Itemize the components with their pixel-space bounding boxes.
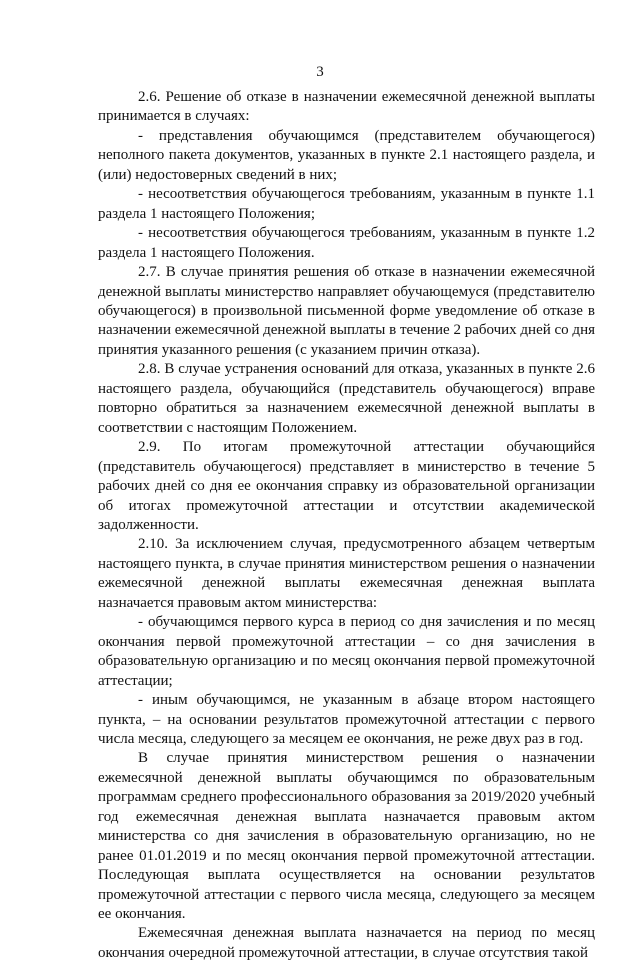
- list-item-requirement-1-2: - несоответствия обучающегося требованиям, указанным в пункте 1.2 раздела 1 настоящего Положения.: [98, 225, 595, 261]
- document-body: [98, 88, 595, 963]
- list-item-first-year-students: - обучающимся первого курса в период со дня зачисления и по месяц окончания первой промежуточной аттестации – со дня зачисления в образовательную организацию и по месяц окончания первой промежуточной аттестации;: [98, 614, 595, 689]
- paragraph-2019-2020: В случае принятия министерством решения о назначении ежемесячной денежной выплаты обучающимся по образовательным программам среднего профессионального образования за 2019/2020 учебный год ежемесячная денежная выплата назначается правовым актом министерства со дня зачисления в образовательную организацию, но не ранее 01.01.2019 и по месяц окончания первой промежуточной аттестации. Последующая выплата осуществляется на основании результатов промежуточной аттестации с первого числа месяца, следующего за месяцем ее окончания.: [98, 750, 595, 923]
- list-item-incomplete-documents: - представления обучающимся (представителем обучающегося) неполного пакета документов, указанных в пункте 2.1 настоящего раздела, и (или) недостоверных сведений в них;: [98, 127, 595, 183]
- page-number: 3: [316, 64, 324, 80]
- paragraph-2-6: 2.6. Решение об отказе в назначении ежемесячной денежной выплаты принимается в случаях:: [98, 89, 595, 125]
- paragraph-period: Ежемесячная денежная выплата назначается на период по месяц окончания очередной промежуточной аттестации, в случае отсутствия такой: [98, 925, 595, 961]
- paragraph-2-9: 2.9. По итогам промежуточной аттестации обучающийся (представитель обучающегося) представляет в министерство в течение 5 рабочих дней со дня ее окончания справку из образовательной организации об итогах промежуточной аттестации и отсутствии академической задолженности.: [98, 439, 595, 533]
- paragraph-2-7: 2.7. В случае принятия решения об отказе в назначении ежемесячной денежной выплаты министерство направляет обучающемуся (представителю обучающегося) в произвольной письменной форме уведомление об отказе в назначении ежемесячной денежной выплаты в течение 2 рабочих дней со дня принятия указанного решения (с указанием причин отказа).: [98, 264, 595, 358]
- paragraph-2-8: 2.8. В случае устранения оснований для отказа, указанных в пункте 2.6 настоящего раздела, обучающийся (представитель обучающегося) вправе повторно обратиться за назначением ежемесячной денежной выплаты в соответствии с настоящим Положением.: [98, 361, 595, 436]
- list-item-requirement-1-1: - несоответствия обучающегося требованиям, указанным в пункте 1.1 раздела 1 настоящего Положения;: [98, 186, 595, 222]
- paragraph-2-10: 2.10. За исключением случая, предусмотренного абзацем четвертым настоящего пункта, в случае принятия министерством решения о назначении ежемесячной денежной выплаты ежемесячная денежная выплата назначается правовым актом министерства:: [98, 536, 595, 611]
- list-item-other-students: - иным обучающимся, не указанным в абзаце втором настоящего пункта, – на основании результатов промежуточной аттестации с первого числа месяца, следующего за месяцем ее окончания, не реже двух раз в год.: [98, 692, 595, 747]
